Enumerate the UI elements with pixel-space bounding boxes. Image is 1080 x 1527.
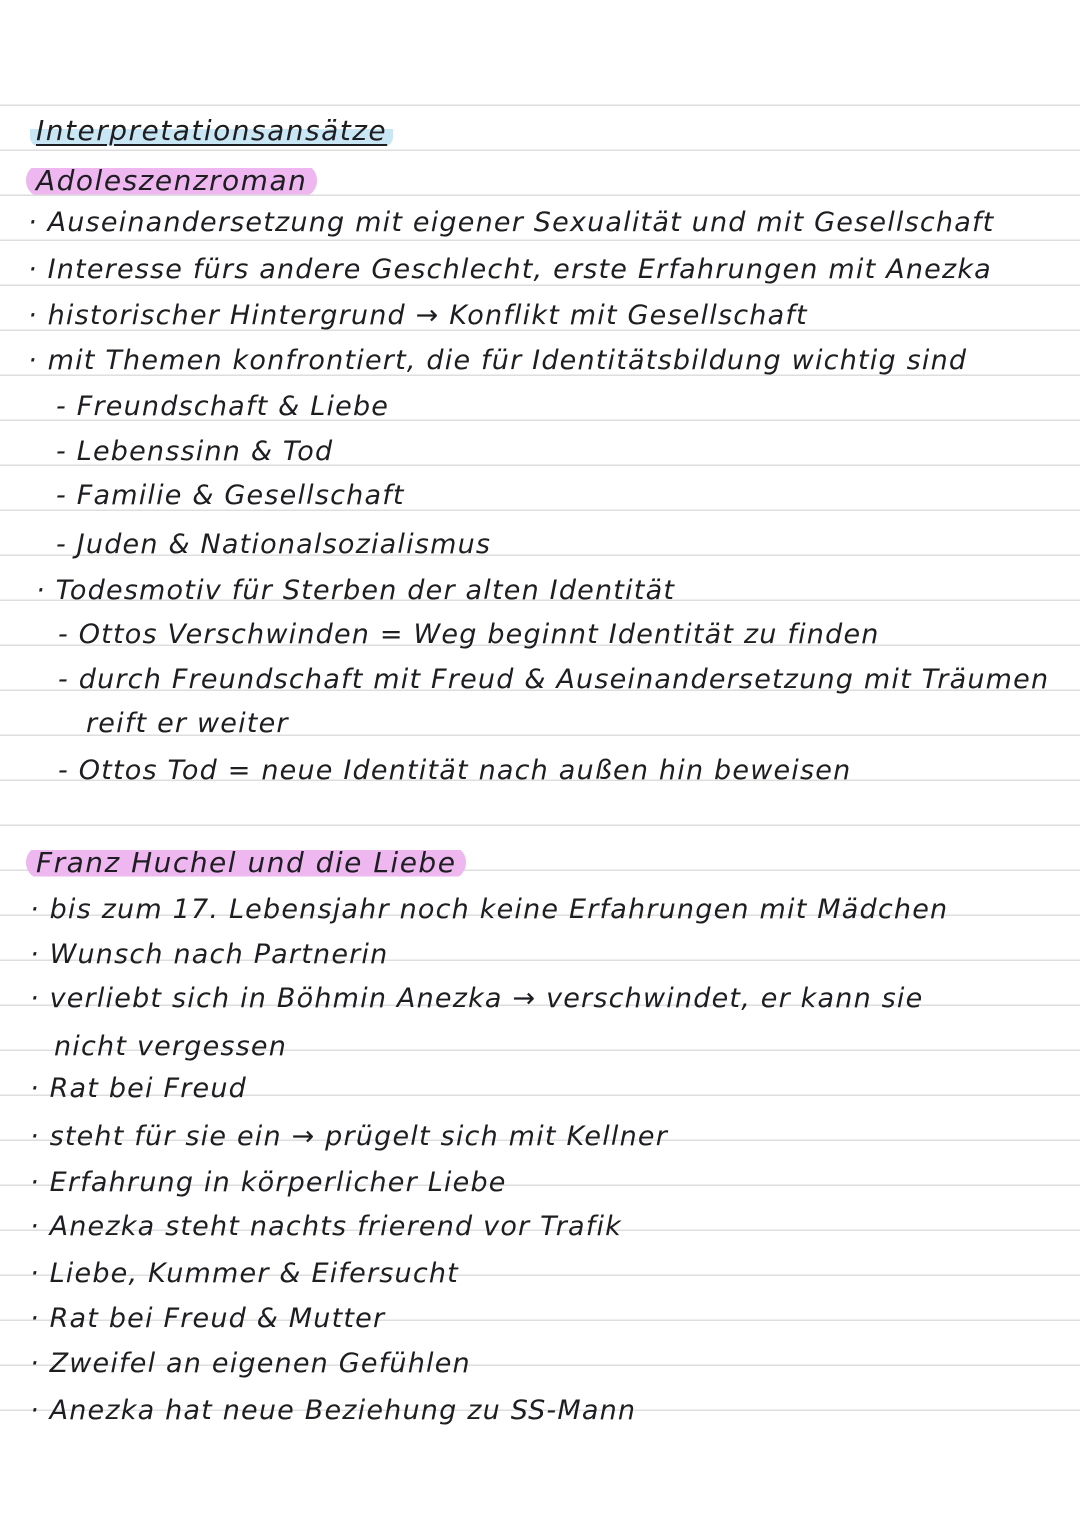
note-subitem: - Lebenssinn & Tod: [56, 436, 334, 467]
note-line: · Anezka hat neue Beziehung zu SS-Mann: [30, 1395, 637, 1426]
section-subtitle-adoleszenzroman: Adoleszenzroman: [36, 164, 317, 198]
note-line: · Anezka steht nachts frierend vor Trafik: [30, 1211, 623, 1242]
note-subitem: - Freundschaft & Liebe: [56, 391, 390, 422]
section-title-interpretation: Interpretationsansätze: [36, 114, 393, 148]
note-line: · Interesse fürs andere Geschlecht, erste Erfahrungen mit Anezka: [28, 254, 992, 285]
section-title-franz-huchel: Franz Huchel und die Liebe: [36, 846, 466, 880]
note-line: · historischer Hintergrund → Konflikt mit Gesellschaft: [28, 300, 808, 331]
note-line: · steht für sie ein → prügelt sich mit Kellner: [30, 1121, 669, 1152]
note-line: · Rat bei Freud & Mutter: [30, 1303, 386, 1334]
note-line: · Wunsch nach Partnerin: [30, 939, 389, 970]
note-line: · verliebt sich in Böhmin Anezka → verschwindet, er kann sie: [30, 983, 924, 1014]
note-line: · Rat bei Freud: [30, 1073, 247, 1104]
note-subitem: - Ottos Tod = neue Identität nach außen hin beweisen: [58, 755, 852, 786]
note-subitem-continuation: reift er weiter: [86, 708, 289, 739]
note-line: · bis zum 17. Lebensjahr noch keine Erfahrungen mit Mädchen: [30, 894, 949, 925]
note-line-continuation: nicht vergessen: [54, 1031, 288, 1062]
note-line: · Auseinandersetzung mit eigener Sexualität und mit Gesellschaft: [28, 207, 995, 238]
note-subitem: - Familie & Gesellschaft: [56, 480, 405, 511]
note-line: · Todesmotiv für Sterben der alten Identität: [36, 575, 676, 606]
note-line: · Zweifel an eigenen Gefühlen: [30, 1348, 471, 1379]
note-line: · Erfahrung in körperlicher Liebe: [30, 1167, 507, 1198]
note-line: · mit Themen konfrontiert, die für Identitätsbildung wichtig sind: [28, 345, 968, 376]
note-subitem: - Ottos Verschwinden = Weg beginnt Identität zu finden: [58, 619, 880, 650]
note-subitem: - durch Freundschaft mit Freud & Auseinandersetzung mit Träumen: [58, 664, 1050, 695]
note-line: · Liebe, Kummer & Eifersucht: [30, 1258, 459, 1289]
note-subitem: - Juden & Nationalsozialismus: [56, 529, 492, 560]
